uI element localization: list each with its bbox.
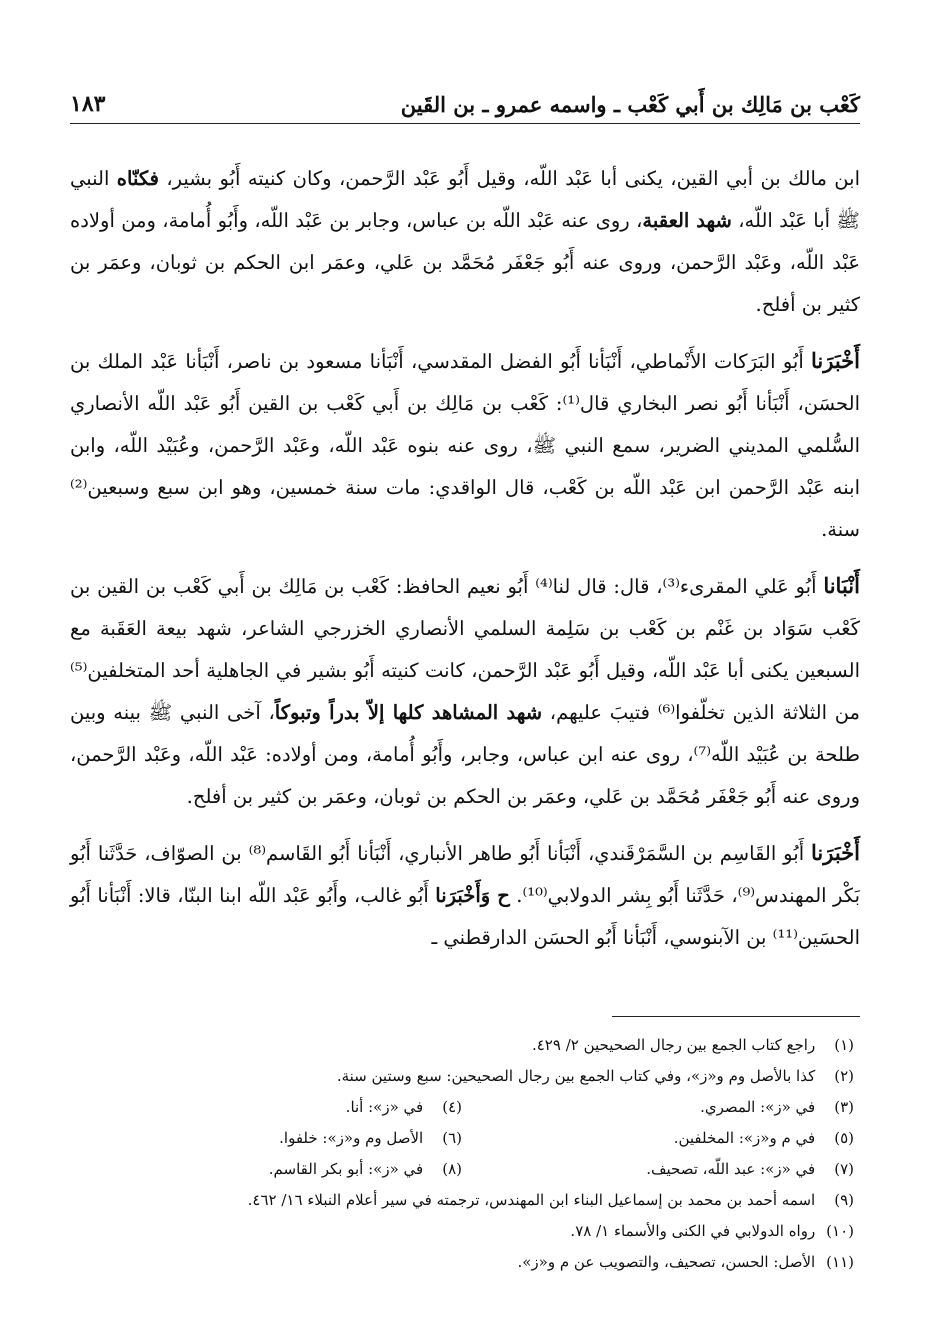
text-run: أَبُو البَرَكات الأَنْماطي، أَنْبَأنا أَبُو الفضل المقدسي، أَنْبَأنا مسعود بن ناصر، أَنْبَأنا عَبْد الملك بن الحسَن، أَنْبَأنا أَبُو نصر البخاري قال⁽¹⁾: كَعْب بن مَالِك بن أَبي كَعْب بن القين أَبُو عَبْد اللّه الأنصاري السُّلمي المديني الضرير، سمع النبي ﷺ، روى عنه بنوه عَبْد اللّه، وعَبْد الرَّحمن، وعُبَيْد اللّه، وابن ابنه عَبْد الرَّحمن ابن عَبْد اللّه بن كَعْب، قال الواقدي: مات سنة خمسين، وهو ابن سبع وسبعين⁽²⁾ سنة. — [70, 350, 860, 541]
text-run-bold: شهد العقبة — [642, 209, 732, 232]
footnote-text: في «ز»: المصري. — [700, 1098, 816, 1116]
text-run: ، روى عنه عَبْد اللّه بن عباس، وجابر بن عَبْد اللّه، وأَبُو أُمامة، ومن أولاده عَبْد اللّه، وعَبْد الرَّحمن، وروى عنه أَبُو جَعْفَر مُحَمَّد بن عَلي، وعمَر ابن الحكم بن ثوبان، وعمَر بن كثير بن أفلح. — [70, 209, 860, 316]
footnote — [462, 1092, 854, 1123]
footnote-text: رواه الدولابي في الكنى والأسماء ١/ ٧٨. — [570, 1222, 816, 1240]
footnote-text: راجع كتاب الجمع بين رجال الصحيحين ٢/ ٤٢٩. — [531, 1036, 816, 1054]
text-run: أَبُو عَلي المقرىء⁽³⁾، قال: قال لنا⁽⁴⁾ أَبُو نعيم الحافظ: كَعْب بن مَالِك بن أَبي كَعْب بن القين بن كَعْب سَوَاد بن غَنْم بن كَعْب بن سَلِمة السلمي الأنصاري الخزرجي الشاعر، شهد بيعة العَقَبة مع السبعين يكنى أبا عَبْد اللّه، وقيل أَبُو عَبْد الرَّحمن، كانت كنيته أَبُو بشير في الجاهلية أحد المتخلفين⁽⁵⁾ من الثلاثة الذين تخلّفوا⁽⁶⁾ فتيبَ عليهم، — [70, 575, 861, 724]
footnote-number: (٧) — [834, 1160, 854, 1178]
paragraph — [70, 832, 860, 959]
page-number: ١٨٣ — [70, 91, 106, 117]
page-header — [70, 78, 860, 124]
footnote-row — [70, 1154, 854, 1185]
text-run: أَبُو القَاسِم بن السَّمَرْقَندي، أَنْبَأنا أَبُو طاهر الأنباري، أَنْبَأنا أَبُو القَاسم⁽⁸⁾ بن الصوّاف، حَدَّثَنا أَبُو بَكْر المهندس⁽⁹⁾، حَدَّثَنا أَبُو بِشر الدولابي⁽¹⁰⁾. — [70, 842, 861, 907]
footnotes — [70, 1030, 854, 1278]
footnote-row — [70, 1123, 854, 1154]
footnote-number: (١٠) — [826, 1222, 854, 1240]
isnad-lead-word: أَخْبَرَنا — [811, 348, 860, 373]
text-run: النبي ﷺ أبا عَبْد اللّه، — [70, 167, 860, 232]
footnote-number: (٩) — [834, 1191, 854, 1209]
footnote-text: في «ز»: عبد اللّه، تصحيف. — [646, 1160, 816, 1178]
paragraph — [70, 340, 860, 551]
footnote — [70, 1061, 854, 1092]
footnote-divider — [612, 1016, 860, 1017]
footnote — [70, 1123, 462, 1154]
text-run-bold: فكنّاه — [116, 167, 159, 190]
footnote — [462, 1154, 854, 1185]
footnote-text: الأصل وم و«ز»: خلفوا. — [279, 1129, 424, 1147]
text-run-bold: شهد المشاهد كلها إلاّ بدراً وتبوكاً — [274, 701, 543, 724]
isnad-lead-word: أَنْبَانا — [823, 573, 860, 598]
footnote-number: (٥) — [834, 1129, 854, 1147]
footnote — [70, 1247, 854, 1278]
footnote — [462, 1123, 854, 1154]
footnote-number: (٨) — [442, 1160, 462, 1178]
footnote-number: (١) — [834, 1036, 854, 1054]
footnote — [70, 1030, 854, 1061]
text-run: ابن مالك بن أبي القين، يكنى أبا عَبْد اللّه، وقيل أَبُو عَبْد الرَّحمن، وكان كنيته أَبُو بشير، — [158, 167, 860, 190]
footnote-text: كذا بالأصل وم و«ز»، وفي كتاب الجمع بين رجال الصحيحين: سبع وستين سنة. — [336, 1067, 816, 1085]
footnote-text: في م و«ز»: المخلفين. — [673, 1129, 816, 1147]
text-run-bold: ح وَأَخْبَرَنا — [435, 884, 510, 907]
footnote — [70, 1216, 854, 1247]
footnote-number: (٢) — [834, 1067, 854, 1085]
text-run: أَبُو غالب، وأَبُو عَبْد اللّه ابنا البنّا، قالا: أَنْبَأنا أَبُو الحسَين⁽¹¹⁾ بن الآبنوسي، أَنْبَأنا أَبُو الحسَن الدارقطني ـ — [70, 884, 860, 949]
footnote-number: (٣) — [834, 1098, 854, 1116]
footnote-row — [70, 1092, 854, 1123]
paragraph — [70, 565, 860, 818]
footnote-text: في «ز»: أنا. — [345, 1098, 424, 1116]
footnote — [70, 1154, 462, 1185]
isnad-lead-word: أَخْبَرَنا — [811, 840, 860, 865]
text-run: ، آخى النبي ﷺ بينه وبين طلحة بن عُبَيْد اللّه⁽⁷⁾، روى عنه ابن عباس، وجابر، وأَبُو أُمامة، ومن أولاده: عَبْد اللّه، وعَبْد الرَّحمن، وروى عنه أَبُو جَعْفَر مُحَمَّد بن عَلي، وعمَر بن الحكم بن ثوبان، وعمَر بن كثير بن أفلح. — [70, 701, 860, 808]
footnote — [70, 1185, 854, 1216]
footnote-number: (٤) — [442, 1098, 462, 1116]
footnote-number: (٦) — [442, 1129, 462, 1147]
footnote-text: في «ز»: أبو بكر القاسم. — [268, 1160, 424, 1178]
paragraph — [70, 158, 860, 326]
footnote — [70, 1092, 462, 1123]
footnote-text: اسمه أحمد بن محمد بن إسماعيل البناء ابن المهندس، ترجمته في سير أعلام النبلاء ١٦/ ٤٦٢. — [247, 1191, 816, 1209]
footnote-number: (١١) — [826, 1253, 854, 1271]
footnote-text: الأصل: الحسن، تصحيف، والتصويب عن م و«ز». — [517, 1253, 816, 1271]
running-title: كَعْب بن مَالِك بن أَبي كَعْب ـ واسمه عمرو ـ بن القَين — [400, 92, 860, 117]
main-text — [70, 158, 860, 973]
